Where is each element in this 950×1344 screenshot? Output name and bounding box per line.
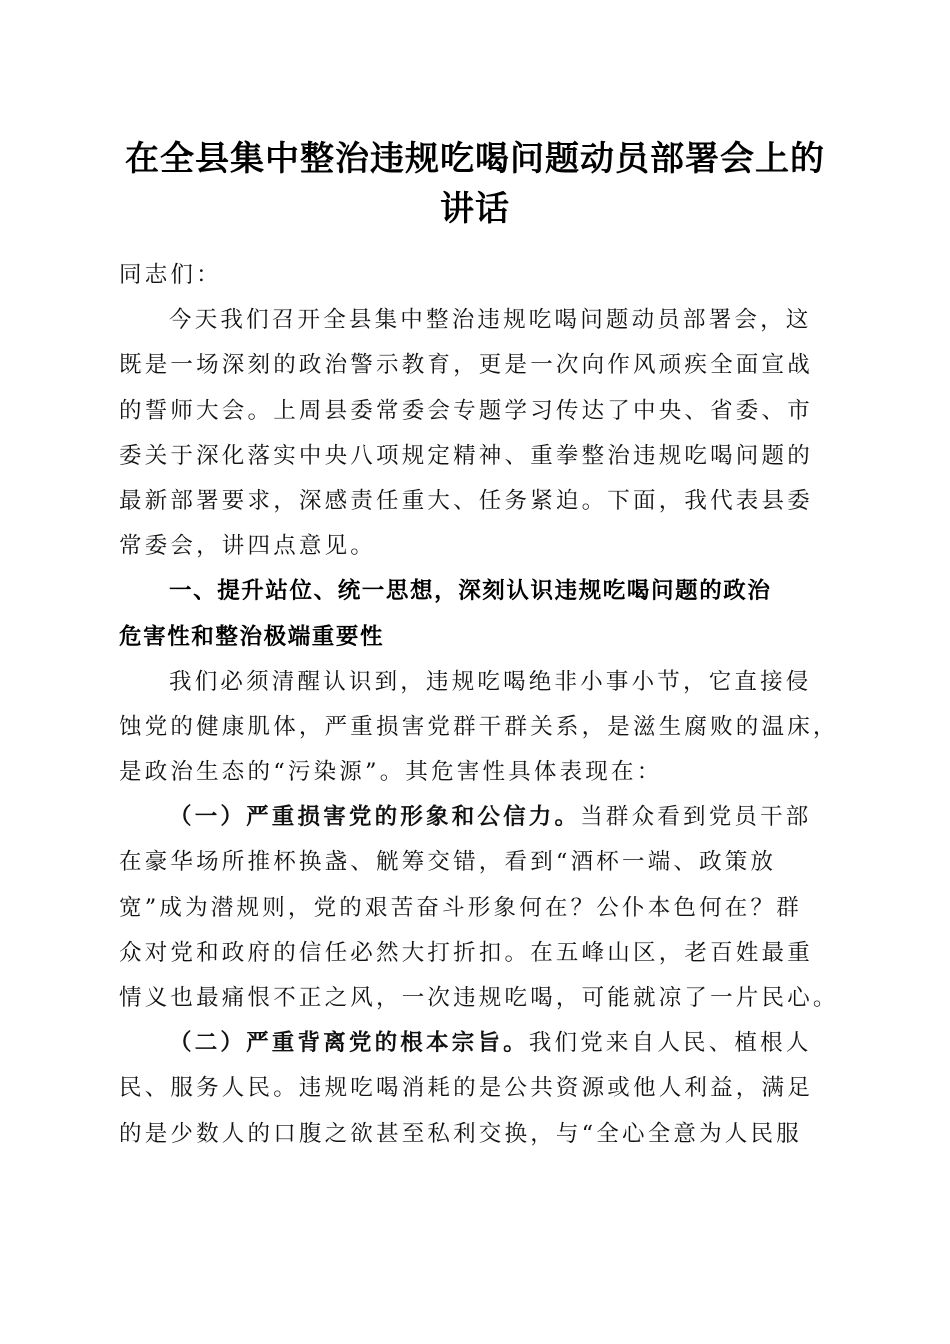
point-2-subheading: （二）严重背离党的根本宗旨。 bbox=[169, 1030, 529, 1057]
point-1-paragraph bbox=[119, 795, 839, 1021]
intro-line: 今天我们召开全县集中整治违规吃喝问题动员部署会，这 bbox=[169, 307, 812, 334]
paragraph-line: 在豪华场所推杯换盏、觥筹交错，看到“酒杯一端、政策放 bbox=[119, 849, 777, 876]
point-2-first-line-text: 我们党来自人民、植根人 bbox=[528, 1030, 812, 1057]
document-body bbox=[119, 253, 839, 1157]
paragraph-line: 蚀党的健康肌体，严重损害党群干群关系，是滋生腐败的温床， bbox=[119, 713, 839, 740]
title-line-2: 讲话 bbox=[440, 189, 510, 229]
title-line-1: 在全县集中整治违规吃喝问题动员部署会上的 bbox=[125, 139, 825, 179]
intro-line: 的誓师大会。上周县委常委会专题学习传达了中央、省委、市 bbox=[119, 397, 813, 424]
point-2-paragraph bbox=[119, 1021, 831, 1157]
point-1-subheading: （一）严重损害党的形象和公信力。 bbox=[169, 804, 581, 831]
paragraph-line: 情义也最痛恨不正之风，一次违规吃喝，可能就凉了一片民心。 bbox=[119, 985, 839, 1011]
paragraph-line: 民、服务人民。违规吃喝消耗的是公共资源或他人利益，满足 bbox=[119, 1075, 813, 1102]
paragraph-line: 的是少数人的口腹之欲甚至私利交换，与“全心全意为人民服 bbox=[119, 1120, 802, 1147]
paragraph-line: 是政治生态的“污染源”。其危害性具体表现在： bbox=[119, 759, 663, 786]
point-1-first-line bbox=[119, 795, 831, 840]
section-heading-line: 危害性和整治极端重要性 bbox=[119, 623, 385, 650]
intro-line: 常委会，讲四点意见。 bbox=[119, 533, 377, 560]
document-title bbox=[110, 134, 840, 234]
point-1-first-line-text: 当群众看到党员干部 bbox=[580, 804, 812, 831]
intro-line: 委关于深化落实中央八项规定精神、重拳整治违规吃喝问题的 bbox=[119, 442, 813, 469]
paragraph-line: 我们必须清醒认识到，违规吃喝绝非小事小节，它直接侵 bbox=[169, 668, 812, 695]
intro-line: 最新部署要求，深感责任重大、任务紧迫。下面，我代表县委 bbox=[119, 487, 813, 514]
section-1-heading bbox=[119, 569, 831, 659]
paragraph-line: 众对党和政府的信任必然大打折扣。在五峰山区，老百姓最重 bbox=[119, 939, 813, 966]
intro-line: 既是一场深刻的政治警示教育，更是一次向作风顽疾全面宣战 bbox=[119, 352, 813, 379]
intro-paragraph bbox=[119, 298, 831, 569]
paragraph-line: 宽”成为潜规则，党的艰苦奋斗形象何在？公仆本色何在？群 bbox=[119, 894, 802, 921]
point-2-first-line bbox=[119, 1021, 831, 1066]
section-heading-line: 一、提升站位、统一思想，深刻认识违规吃喝问题的政治 bbox=[169, 578, 772, 605]
salutation: 同志们： bbox=[119, 262, 222, 288]
section-1-paragraph bbox=[119, 660, 839, 796]
